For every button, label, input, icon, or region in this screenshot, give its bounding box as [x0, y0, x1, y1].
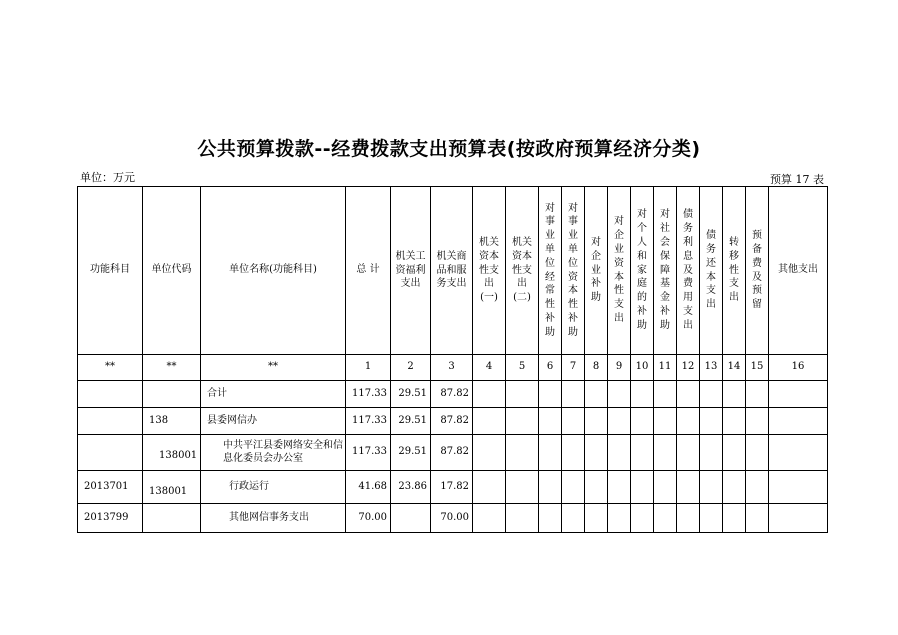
empty-cell	[585, 381, 608, 408]
empty-cell	[700, 471, 723, 504]
header-func-code: 功能科目	[78, 187, 143, 355]
func-code-cell	[78, 381, 143, 408]
empty-cell	[506, 435, 539, 471]
empty-cell	[631, 381, 654, 408]
empty-cell	[654, 471, 677, 504]
unit-code-cell	[143, 504, 201, 533]
header-col-11-text: 对社会保障基金补助	[660, 209, 670, 331]
empty-cell	[608, 504, 631, 533]
unit-code-cell: 138	[143, 408, 201, 435]
empty-cell	[746, 435, 769, 471]
empty-cell	[562, 435, 585, 471]
col-2-cell: 29.51	[391, 381, 431, 408]
empty-cell	[506, 381, 539, 408]
empty-cell	[539, 435, 562, 471]
header-col-14-text: 转移性支出	[729, 237, 739, 304]
index-cell: 14	[723, 355, 746, 381]
empty-cell	[677, 471, 700, 504]
empty-cell	[746, 408, 769, 435]
header-col-3	[431, 187, 473, 355]
col-2-cell: 29.51	[391, 435, 431, 471]
col-3-cell: 87.82	[431, 435, 473, 471]
header-col-8	[585, 187, 608, 355]
header-col-5	[506, 187, 539, 355]
header-col-16: 其他支出	[769, 187, 828, 355]
empty-cell	[700, 435, 723, 471]
header-col-6	[539, 187, 562, 355]
empty-cell	[723, 381, 746, 408]
header-col-13-text: 债务还本支出	[706, 230, 716, 311]
header-col-4	[473, 187, 506, 355]
header-col-15-text: 预备费及预留	[752, 230, 762, 311]
header-unit-code: 单位代码	[143, 187, 201, 355]
empty-cell	[769, 435, 828, 471]
header-col-2	[391, 187, 431, 355]
empty-cell	[473, 408, 506, 435]
header-col-3-text: 机关商品和服务支出	[436, 250, 467, 290]
header-col-7-text: 对事业单位资本性补助	[568, 202, 578, 338]
table-row-unit	[78, 435, 828, 471]
unit-code-cell: 138001	[143, 435, 201, 471]
empty-cell	[473, 504, 506, 533]
func-code-cell: 2013799	[78, 504, 143, 533]
empty-cell	[539, 408, 562, 435]
table-number: 预算 17 表	[770, 173, 824, 186]
header-col-15	[746, 187, 769, 355]
empty-cell	[506, 408, 539, 435]
empty-cell	[506, 504, 539, 533]
header-total: 总 计	[346, 187, 391, 355]
index-cell: 9	[608, 355, 631, 381]
empty-cell	[585, 408, 608, 435]
empty-cell	[723, 471, 746, 504]
budget-table	[77, 186, 828, 533]
empty-cell	[585, 504, 608, 533]
index-cell: 2	[391, 355, 431, 381]
empty-cell	[473, 435, 506, 471]
empty-cell	[608, 471, 631, 504]
empty-cell	[723, 504, 746, 533]
index-cell: 7	[562, 355, 585, 381]
empty-cell	[654, 381, 677, 408]
empty-cell	[654, 504, 677, 533]
total-cell: 70.00	[346, 504, 391, 533]
col-3-cell: 87.82	[431, 381, 473, 408]
col-3-cell: 87.82	[431, 408, 473, 435]
empty-cell	[585, 435, 608, 471]
header-col-4-text: 机关资本性支出(一)	[479, 237, 499, 304]
empty-cell	[723, 435, 746, 471]
index-cell: 6	[539, 355, 562, 381]
empty-cell	[473, 471, 506, 504]
total-cell: 117.33	[346, 381, 391, 408]
unit-name-cell: 其他网信事务支出	[201, 504, 346, 533]
unit-name-cell: 县委网信办	[201, 408, 346, 435]
col-2-cell: 29.51	[391, 408, 431, 435]
empty-cell	[539, 471, 562, 504]
empty-cell	[769, 408, 828, 435]
empty-cell	[562, 504, 585, 533]
header-col-6-text: 对事业单位经常性补助	[545, 202, 555, 338]
empty-cell	[608, 435, 631, 471]
empty-cell	[677, 381, 700, 408]
empty-cell	[562, 381, 585, 408]
index-cell: 11	[654, 355, 677, 381]
header-col-9-text: 对企业资本性支出	[614, 216, 624, 324]
header-col-2-text: 机关工资福利支出	[395, 250, 426, 290]
empty-cell	[700, 504, 723, 533]
unit-label: 单位：万元	[80, 171, 135, 184]
func-code-cell	[78, 408, 143, 435]
header-unit-name: 单位名称(功能科目)	[201, 187, 346, 355]
empty-cell	[585, 471, 608, 504]
index-cell: 15	[746, 355, 769, 381]
unit-code-cell	[143, 381, 201, 408]
index-cell: 16	[769, 355, 828, 381]
unit-name-cell: 合计	[201, 381, 346, 408]
empty-cell	[746, 504, 769, 533]
empty-cell	[631, 504, 654, 533]
unit-name-cell: 中共平江县委网络安全和信息化委员会办公室	[201, 435, 346, 471]
index-cell: 8	[585, 355, 608, 381]
col-3-cell: 17.82	[431, 471, 473, 504]
empty-cell	[608, 381, 631, 408]
col-3-cell: 70.00	[431, 504, 473, 533]
empty-cell	[654, 435, 677, 471]
index-cell: 4	[473, 355, 506, 381]
empty-cell	[746, 471, 769, 504]
empty-cell	[539, 504, 562, 533]
empty-cell	[562, 408, 585, 435]
header-col-7	[562, 187, 585, 355]
index-cell: 10	[631, 355, 654, 381]
total-cell: 117.33	[346, 408, 391, 435]
header-col-14	[723, 187, 746, 355]
empty-cell	[677, 504, 700, 533]
index-cell: **	[143, 355, 201, 381]
header-col-9	[608, 187, 631, 355]
empty-cell	[677, 408, 700, 435]
header-col-5-text: 机关资本性支出(二)	[512, 237, 532, 304]
header-col-13	[700, 187, 723, 355]
table-row-total	[78, 381, 828, 408]
empty-cell	[631, 435, 654, 471]
index-cell: 5	[506, 355, 539, 381]
empty-cell	[769, 471, 828, 504]
table-row-func-1	[78, 471, 828, 504]
empty-cell	[539, 381, 562, 408]
index-cell: 13	[700, 355, 723, 381]
header-col-10-text: 对个人和家庭的补助	[637, 209, 647, 331]
index-cell: 1	[346, 355, 391, 381]
header-col-10	[631, 187, 654, 355]
empty-cell	[769, 504, 828, 533]
index-row	[78, 355, 828, 381]
empty-cell	[506, 471, 539, 504]
index-cell: **	[78, 355, 143, 381]
index-cell: 3	[431, 355, 473, 381]
func-code-cell: 2013701	[78, 471, 143, 504]
col-2-cell: 23.86	[391, 471, 431, 504]
empty-cell	[654, 408, 677, 435]
table-row-dept	[78, 408, 828, 435]
empty-cell	[700, 408, 723, 435]
index-cell: **	[201, 355, 346, 381]
empty-cell	[631, 471, 654, 504]
table-row-func-2	[78, 504, 828, 533]
empty-cell	[677, 435, 700, 471]
empty-cell	[608, 408, 631, 435]
page-title: 公共预算拨款--经费拨款支出预算表(按政府预算经济分类)	[197, 138, 701, 160]
header-col-12	[677, 187, 700, 355]
col-2-cell	[391, 504, 431, 533]
func-code-cell	[78, 435, 143, 471]
empty-cell	[723, 408, 746, 435]
empty-cell	[769, 381, 828, 408]
unit-code-cell: 138001	[143, 471, 201, 504]
total-cell: 117.33	[346, 435, 391, 471]
index-cell: 12	[677, 355, 700, 381]
total-cell: 41.68	[346, 471, 391, 504]
header-row	[78, 187, 828, 355]
empty-cell	[631, 408, 654, 435]
empty-cell	[562, 471, 585, 504]
header-col-8-text: 对企业补助	[591, 237, 601, 304]
unit-name-cell: 行政运行	[201, 471, 346, 504]
empty-cell	[746, 381, 769, 408]
header-col-11	[654, 187, 677, 355]
empty-cell	[473, 381, 506, 408]
header-col-12-text: 债务利息及费用支出	[683, 209, 693, 331]
empty-cell	[700, 381, 723, 408]
